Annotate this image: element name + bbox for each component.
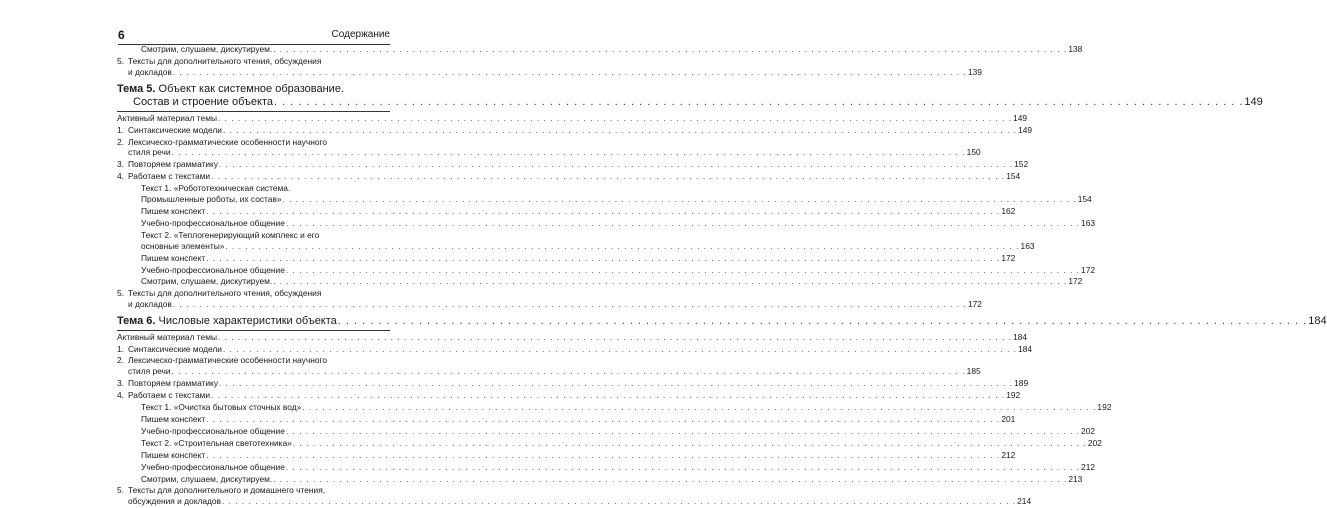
dot-leader: . . . . . . . . . . . . . . . . . . . . . . . . . . . . . . . . . . . . . . . . . . . . . . . . . . . . . . . . . . . . . . . . . . . . . . . . . . . . . . . . . . . . . . . . . . . . . . . . . . . . . . . . . . . . . . . . . . . . . . . .	[217, 332, 1013, 342]
toc-entry-label: Синтаксические модели	[128, 124, 222, 135]
toc-entry-row	[117, 124, 1033, 137]
dot-leader: . . . . . . . . . . . . . . . . . . . . . . . . . . . . . . . . . . . . . . . . . . . . . . . . . . . . . . . . . . . . . . . . . . . . . . . . . . . . . . . . . . . . . . . . . . . . . . . . . . . . . . . . . . . . . . . . . . . . . . . .	[285, 218, 1081, 228]
toc-entry[interactable]	[117, 437, 1102, 450]
toc-entry-label-wrap	[117, 402, 301, 413]
toc-entry[interactable]	[117, 217, 1096, 230]
toc-entry-label: Тексты для дополнительного чтения, обсуждения	[128, 288, 322, 299]
toc-entry-row	[117, 437, 1102, 450]
toc-entry-label-wrap	[117, 265, 285, 276]
dot-leader: . . . . . . . . . . . . . . . . . . . . . . . . . . . . . . . . . . . . . . . . . . . . . . . . . . . . . . . . . . . . . . . . . . . . . . . . . . . . . . . . . . . . . . . . . . . . . . . . . . . . . . . . . . . . . . . . . . . . . . . .	[171, 367, 966, 377]
toc-entry-label-wrap	[117, 378, 218, 389]
toc-entry-row	[117, 159, 1029, 171]
dot-leader: . . . . . . . . . . . . . . . . . . . . . . . . . . . . . . . . . . . . . . . . . . . . . . . . . . . . . . . . . . . . . . . . . . . . . . . . . . . . . . . . . . . . . . . . . . . . . . . . . . . . . . . . . . . . . . . . . . . . . . . .	[206, 206, 1001, 216]
toc-entry-row	[117, 449, 1016, 462]
dot-leader: . . . . . . . . . . . . . . . . . . . . . . . . . . . . . . . . . . . . . . . . . . . . . . . . . . . . . . . . . . . . . . . . . . . . . . . . . . . . . . . . . . . . . . . . . . . . . . . . . . . . . . . . . . . . . . . . . . . . . . . .	[282, 195, 1077, 205]
toc-page-number: 172	[1081, 264, 1096, 275]
toc-page-number: 150	[966, 147, 981, 158]
dot-leader: . . . . . . . . . . . . . . . . . . . . . . . . . . . . . . . . . . . . . . . . . . . . . . . . . . . . . . . . . . . . . . . . . . . . . . . . . . . . . . . . . . . . . . . . . . . . . . . . . . . . . . . . . . . . . . . . . . . . . . . .	[274, 96, 1244, 109]
toc-entry[interactable]	[117, 331, 1028, 344]
toc-entry[interactable]	[117, 402, 1112, 414]
toc-entry[interactable]	[117, 276, 1083, 288]
toc-entry-row	[117, 425, 1096, 438]
toc-entry-row	[117, 264, 1096, 277]
toc-entry[interactable]	[117, 425, 1096, 438]
toc-entry-label-cont: основные элементы»	[141, 240, 225, 251]
toc-entry-row	[117, 366, 981, 378]
toc-entry-label: Пишем конспект	[141, 449, 206, 460]
toc-page-number: 149	[1013, 112, 1028, 123]
toc-entry-continuation	[117, 67, 172, 78]
toc-entry-label-wrap	[117, 414, 205, 425]
toc-page-number: 202	[1081, 425, 1096, 436]
page-number: 6	[118, 28, 125, 42]
toc-entry-label-wrap	[117, 438, 292, 449]
toc-entry-row	[117, 331, 1028, 344]
toc-entry[interactable]	[117, 252, 1016, 265]
item-number: 4.	[117, 390, 124, 401]
toc-entry-label: Тексты для дополнительного и домашнего чтения,	[128, 485, 326, 496]
dot-leader: . . . . . . . . . . . . . . . . . . . . . . . . . . . . . . . . . . . . . . . . . . . . . . . . . . . . . . . . . . . . . . . . . . . . . . . . . . . . . . . . . . . . . . . . . . . . . . . . . . . . . . . . . . . . . . . . . . . . . . . .	[219, 379, 1014, 389]
toc-entry-label-wrap	[117, 159, 218, 170]
toc-entry[interactable]	[117, 413, 1016, 426]
toc-topic-entry[interactable]	[117, 315, 1327, 331]
item-number: 3.	[117, 378, 124, 389]
toc-page-number: 154	[1006, 171, 1021, 182]
toc-entry-label: Учебно-профессиональное общение	[141, 217, 285, 228]
dot-leader: . . . . . . . . . . . . . . . . . . . . . . . . . . . . . . . . . . . . . . . . . . . . . . . . . . . . . . . . . . . . . . . . . . . . . . . . . . . . . . . . . . . . . . . . . . . . . . . . . . . . . . . . . . . . . . . . . . . . . . . .	[217, 113, 1013, 123]
toc-entry-row	[117, 378, 1029, 390]
toc-entry[interactable]	[117, 485, 1032, 508]
toc-page-number: 163	[1081, 217, 1096, 228]
topic-number: Тема 6.	[117, 315, 156, 328]
toc-entry-label: Повторяем грамматику	[128, 159, 219, 170]
topic-divider	[117, 330, 390, 331]
toc-entry-line	[117, 230, 390, 241]
page-header	[118, 28, 390, 45]
toc-entry-line	[117, 288, 390, 299]
toc-entry-label: Текст 1. «Робототехническая система.	[141, 183, 291, 194]
toc-page-number: 172	[967, 299, 982, 310]
toc-entry-label-wrap	[117, 426, 285, 437]
toc-entry[interactable]	[117, 205, 1016, 218]
toc-entry-label-wrap	[117, 113, 217, 124]
toc-entry-label: Работаем с текстами	[128, 171, 211, 182]
toc-entry-row	[117, 171, 1021, 183]
dot-leader: . . . . . . . . . . . . . . . . . . . . . . . . . . . . . . . . . . . . . . . . . . . . . . . . . . . . . . . . . . . . . . . . . . . . . . . . . . . . . . . . . . . . . . . . . . . . . . . . . . . . . . . . . . . . . . . . . . . . . . . .	[171, 148, 966, 158]
toc-entry-label: Текст 2. «Строительная светотехника»	[141, 437, 292, 448]
toc-entry-label-wrap	[117, 332, 217, 343]
toc-entry[interactable]	[117, 264, 1096, 277]
toc-entry-row	[117, 205, 1016, 218]
toc-entry-label-wrap	[117, 171, 210, 182]
toc-page-number: 212	[1001, 449, 1016, 460]
dot-leader: . . . . . . . . . . . . . . . . . . . . . . . . . . . . . . . . . . . . . . . . . . . . . . . . . . . . . . . . . . . . . . . . . . . . . . . . . . . . . . . . . . . . . . . . . . . . . . . . . . . . . . . . . . . . . . . . . . . . . . . .	[292, 438, 1087, 448]
toc-entry-row	[117, 496, 1032, 508]
toc-entry-line	[117, 355, 390, 366]
toc-entry-line	[117, 137, 390, 148]
toc-entry-label: Смотрим, слушаем, дискутируем.	[141, 44, 273, 54]
toc-page-number: 214	[1017, 496, 1032, 507]
toc-entry-label-wrap	[117, 44, 272, 55]
toc-entry-line	[117, 183, 390, 194]
item-number: 2.	[117, 136, 124, 147]
dot-leader: . . . . . . . . . . . . . . . . . . . . . . . . . . . . . . . . . . . . . . . . . . . . . . . . . . . . . . . . . . . . . . . . . . . . . . . . . . . . . . . . . . . . . . . . . . . . . . . . . . . . . . . . . . . . . . . . . . . . . . . .	[225, 241, 1020, 251]
toc-entry-continuation	[117, 366, 171, 377]
toc-page-number: 139	[967, 66, 982, 77]
toc-entry-label: Смотрим, слушаем, дискутируем.	[141, 473, 273, 484]
toc-entry-label-cont: обсуждения и докладов	[128, 496, 221, 507]
toc-entry-row	[117, 315, 1327, 329]
toc-entry[interactable]	[117, 124, 1033, 137]
toc-entry-label: Смотрим, слушаем, дискутируем.	[141, 276, 273, 287]
dot-leader: . . . . . . . . . . . . . . . . . . . . . . . . . . . . . . . . . . . . . . . . . . . . . . . . . . . . . . . . . . . . . . . . . . . . . . . . . . . . . . . . . . . . . . . . . . . . . . . . . . . . . . . . . . . . . . . . . . . . . . . .	[273, 45, 1068, 54]
dot-leader: . . . . . . . . . . . . . . . . . . . . . . . . . . . . . . . . . . . . . . . . . . . . . . . . . . . . . . . . . . . . . . . . . . . . . . . . . . . . . . . . . . . . . . . . . . . . . . . . . . . . . . . . . . . . . . . . . . . . . . . .	[273, 277, 1068, 287]
toc-entry-continuation	[117, 194, 282, 205]
toc-entry-row	[117, 217, 1096, 230]
toc-entry-label-cont: стиля речи	[128, 147, 171, 158]
toc-entry-label: Пишем конспект	[141, 252, 206, 263]
toc-entry-line	[117, 83, 390, 97]
toc-page-number: 192	[1006, 390, 1021, 401]
toc-entry-label-cont: и докладов	[128, 299, 172, 310]
toc-entry-label: Пишем конспект	[141, 413, 206, 424]
toc-entry[interactable]	[117, 136, 981, 160]
toc-entry-label-wrap	[117, 462, 285, 473]
toc-entry-label: Учебно-профессиональное общение	[141, 425, 285, 436]
item-number: 5.	[117, 55, 124, 66]
toc-topic-entry[interactable]	[117, 82, 1263, 112]
toc-entry-label-wrap	[117, 253, 205, 264]
toc-entry-label-cont: Состав и строение объекта	[133, 96, 273, 109]
running-title: Содержание	[331, 29, 390, 40]
toc-entry-label-wrap	[117, 474, 272, 485]
toc-entry[interactable]	[117, 159, 1029, 171]
toc-entry-label-cont: и докладов	[128, 66, 172, 77]
toc-entry-label-wrap	[117, 206, 205, 217]
toc-entry[interactable]	[117, 44, 1083, 56]
dot-leader: . . . . . . . . . . . . . . . . . . . . . . . . . . . . . . . . . . . . . . . . . . . . . . . . . . . . . . . . . . . . . . . . . . . . . . . . . . . . . . . . . . . . . . . . . . . . . . . . . . . . . . . . . . . . . . . . . . . . . . . .	[172, 300, 967, 310]
item-number: 4.	[117, 171, 124, 182]
toc-entry[interactable]	[117, 112, 1028, 125]
toc-entry-row	[117, 66, 982, 79]
toc-entry[interactable]	[117, 473, 1083, 486]
dot-leader: . . . . . . . . . . . . . . . . . . . . . . . . . . . . . . . . . . . . . . . . . . . . . . . . . . . . . . . . . . . . . . . . . . . . . . . . . . . . . . . . . . . . . . . . . . . . . . . . . . . . . . . . . . . . . . . . . . . . . . . .	[211, 391, 1006, 401]
toc-entry-label: Текст 2. «Теплогенерирующий комплекс и его	[141, 229, 320, 240]
toc-page-number: 192	[1097, 402, 1112, 413]
dot-leader: . . . . . . . . . . . . . . . . . . . . . . . . . . . . . . . . . . . . . . . . . . . . . . . . . . . . . . . . . . . . . . . . . . . . . . . . . . . . . . . . . . . . . . . . . . . . . . . . . . . . . . . . . . . . . . . . . . . . . . . .	[285, 426, 1081, 436]
toc-page-number: 149	[1244, 96, 1263, 109]
toc-entry-row	[117, 413, 1016, 426]
dot-leader: . . . . . . . . . . . . . . . . . . . . . . . . . . . . . . . . . . . . . . . . . . . . . . . . . . . . . . . . . . . . . . . . . . . . . . . . . . . . . . . . . . . . . . . . . . . . . . . . . . . . . . . . . . . . . . . . . . . . . . . .	[337, 315, 1308, 328]
toc-entry-label-cont: стиля речи	[128, 366, 171, 377]
toc-page-number: 184	[1308, 315, 1327, 328]
toc-page-number: 163	[1020, 240, 1035, 251]
topic-divider	[117, 111, 390, 112]
toc-entry-label-wrap	[117, 450, 205, 461]
topic-number: Тема 5.	[117, 82, 156, 95]
item-number: 1.	[117, 124, 124, 135]
toc-entry-label: Активный материал темы	[117, 112, 217, 123]
toc-entry[interactable]	[117, 461, 1096, 474]
toc-page-number: 213	[1068, 473, 1083, 484]
toc-entry-label: Учебно-профессиональное общение	[141, 264, 285, 275]
item-number: 1.	[117, 343, 124, 354]
dot-leader: . . . . . . . . . . . . . . . . . . . . . . . . . . . . . . . . . . . . . . . . . . . . . . . . . . . . . . . . . . . . . . . . . . . . . . . . . . . . . . . . . . . . . . . . . . . . . . . . . . . . . . . . . . . . . . . . . . . . . . . .	[206, 414, 1001, 424]
item-number: 3.	[117, 159, 124, 170]
dot-leader: . . . . . . . . . . . . . . . . . . . . . . . . . . . . . . . . . . . . . . . . . . . . . . . . . . . . . . . . . . . . . . . . . . . . . . . . . . . . . . . . . . . . . . . . . . . . . . . . . . . . . . . . . . . . . . . . . . . . . . . .	[302, 403, 1097, 413]
toc-entry-label: Синтаксические модели	[128, 343, 222, 354]
dot-leader: . . . . . . . . . . . . . . . . . . . . . . . . . . . . . . . . . . . . . . . . . . . . . . . . . . . . . . . . . . . . . . . . . . . . . . . . . . . . . . . . . . . . . . . . . . . . . . . . . . . . . . . . . . . . . . . . . . . . . . . .	[222, 497, 1017, 507]
dot-leader: . . . . . . . . . . . . . . . . . . . . . . . . . . . . . . . . . . . . . . . . . . . . . . . . . . . . . . . . . . . . . . . . . . . . . . . . . . . . . . . . . . . . . . . . . . . . . . . . . . . . . . . . . . . . . . . . . . . . . . . .	[172, 67, 967, 77]
toc-entry-row	[117, 194, 1092, 206]
toc-entry-label: Работаем с текстами	[128, 390, 211, 401]
dot-leader: . . . . . . . . . . . . . . . . . . . . . . . . . . . . . . . . . . . . . . . . . . . . . . . . . . . . . . . . . . . . . . . . . . . . . . . . . . . . . . . . . . . . . . . . . . . . . . . . . . . . . . . . . . . . . . . . . . . . . . . .	[206, 253, 1001, 263]
dot-leader: . . . . . . . . . . . . . . . . . . . . . . . . . . . . . . . . . . . . . . . . . . . . . . . . . . . . . . . . . . . . . . . . . . . . . . . . . . . . . . . . . . . . . . . . . . . . . . . . . . . . . . . . . . . . . . . . . . . . . . . .	[219, 160, 1014, 170]
dot-leader: . . . . . . . . . . . . . . . . . . . . . . . . . . . . . . . . . . . . . . . . . . . . . . . . . . . . . . . . . . . . . . . . . . . . . . . . . . . . . . . . . . . . . . . . . . . . . . . . . . . . . . . . . . . . . . . . . . . . . . . .	[211, 172, 1006, 182]
toc-entry-label: Повторяем грамматику	[128, 378, 219, 389]
toc-entry-continuation	[117, 96, 273, 110]
toc-page-number: 201	[1001, 413, 1016, 424]
toc-entry-label: Лексическо-грамматические особенности научного	[128, 136, 328, 147]
toc-entry-label-wrap	[117, 218, 285, 229]
toc-entry[interactable]	[117, 55, 982, 79]
toc-entry-label-wrap	[117, 390, 210, 401]
toc-page-number: 138	[1068, 44, 1083, 54]
toc-page-number: 184	[1018, 343, 1033, 354]
toc-page-number: 172	[1001, 252, 1016, 263]
toc-page-number: 185	[966, 366, 981, 377]
toc-entry-label-cont: Промышленные роботы, их состав»	[141, 194, 282, 205]
dot-leader: . . . . . . . . . . . . . . . . . . . . . . . . . . . . . . . . . . . . . . . . . . . . . . . . . . . . . . . . . . . . . . . . . . . . . . . . . . . . . . . . . . . . . . . . . . . . . . . . . . . . . . . . . . . . . . . . . . . . . . . .	[273, 474, 1068, 484]
toc-entry-line	[117, 485, 390, 496]
toc-entry-row	[117, 402, 1112, 414]
item-number: 2.	[117, 355, 124, 366]
toc-entry[interactable]	[117, 183, 1092, 206]
toc-entry-label-wrap	[117, 276, 272, 287]
toc-entry[interactable]	[117, 229, 1035, 253]
toc-entry-label: Объект как системное образование.	[158, 82, 345, 95]
toc-entry-label: Тексты для дополнительного чтения, обсуждения	[128, 55, 322, 66]
toc-entry-row	[117, 44, 1083, 56]
dot-leader: . . . . . . . . . . . . . . . . . . . . . . . . . . . . . . . . . . . . . . . . . . . . . . . . . . . . . . . . . . . . . . . . . . . . . . . . . . . . . . . . . . . . . . . . . . . . . . . . . . . . . . . . . . . . . . . . . . . . . . . .	[222, 344, 1018, 354]
toc-page-number: 202	[1087, 437, 1102, 448]
item-number: 5.	[117, 288, 124, 299]
table-of-contents	[117, 44, 1327, 508]
toc-page-number: 152	[1014, 159, 1029, 170]
toc-entry-row	[117, 299, 982, 311]
toc-entry-row	[117, 461, 1096, 474]
toc-entry-row	[117, 343, 1033, 356]
toc-entry-label: Учебно-профессиональное общение	[141, 461, 285, 472]
toc-entry[interactable]	[117, 378, 1029, 390]
toc-entry-row	[117, 147, 981, 159]
toc-entry-label: Активный материал темы	[117, 331, 217, 342]
toc-page-number: 154	[1077, 194, 1092, 205]
dot-leader: . . . . . . . . . . . . . . . . . . . . . . . . . . . . . . . . . . . . . . . . . . . . . . . . . . . . . . . . . . . . . . . . . . . . . . . . . . . . . . . . . . . . . . . . . . . . . . . . . . . . . . . . . . . . . . . . . . . . . . . .	[206, 450, 1001, 460]
toc-page-number: 162	[1001, 205, 1016, 216]
toc-entry-label: Текст 1. «Очистка бытовых сточных вод»	[141, 402, 302, 413]
toc-entry-label-wrap	[117, 344, 222, 355]
toc-entry-label: Числовые характеристики объекта	[158, 315, 337, 328]
toc-entry-continuation	[117, 496, 221, 507]
toc-entry-row	[117, 240, 1035, 253]
toc-entry[interactable]	[117, 343, 1033, 356]
toc-entry-row	[117, 473, 1083, 486]
toc-entry-continuation	[117, 241, 224, 252]
toc-entry-row	[117, 112, 1028, 125]
toc-entry[interactable]	[117, 171, 1021, 183]
toc-entry[interactable]	[117, 449, 1016, 462]
toc-entry[interactable]	[117, 355, 981, 378]
dot-leader: . . . . . . . . . . . . . . . . . . . . . . . . . . . . . . . . . . . . . . . . . . . . . . . . . . . . . . . . . . . . . . . . . . . . . . . . . . . . . . . . . . . . . . . . . . . . . . . . . . . . . . . . . . . . . . . . . . . . . . . .	[285, 462, 1081, 472]
toc-entry-line	[117, 56, 390, 67]
toc-entry[interactable]	[117, 390, 1021, 402]
dot-leader: . . . . . . . . . . . . . . . . . . . . . . . . . . . . . . . . . . . . . . . . . . . . . . . . . . . . . . . . . . . . . . . . . . . . . . . . . . . . . . . . . . . . . . . . . . . . . . . . . . . . . . . . . . . . . . . . . . . . . . . .	[222, 125, 1018, 135]
item-number: 5.	[117, 485, 124, 496]
dot-leader: . . . . . . . . . . . . . . . . . . . . . . . . . . . . . . . . . . . . . . . . . . . . . . . . . . . . . . . . . . . . . . . . . . . . . . . . . . . . . . . . . . . . . . . . . . . . . . . . . . . . . . . . . . . . . . . . . . . . . . . .	[285, 265, 1081, 275]
toc-page-number: 172	[1068, 276, 1083, 287]
toc-page-number: 149	[1018, 124, 1033, 135]
toc-entry-continuation	[117, 147, 171, 158]
toc-entry-row	[117, 276, 1083, 288]
toc-entry-continuation	[117, 299, 172, 310]
toc-page-number: 184	[1013, 331, 1028, 342]
toc-entry-row	[117, 96, 1263, 110]
toc-entry[interactable]	[117, 288, 982, 311]
toc-entry-label-wrap	[117, 315, 337, 329]
toc-entry-row	[117, 252, 1016, 265]
toc-entry-row	[117, 390, 1021, 402]
toc-entry-label: Лексическо-грамматические особенности научного	[128, 355, 328, 366]
toc-entry-label-wrap	[117, 125, 222, 136]
toc-entry-label: Пишем конспект	[141, 205, 206, 216]
toc-page-number: 189	[1014, 378, 1029, 389]
toc-page-number: 212	[1081, 461, 1096, 472]
